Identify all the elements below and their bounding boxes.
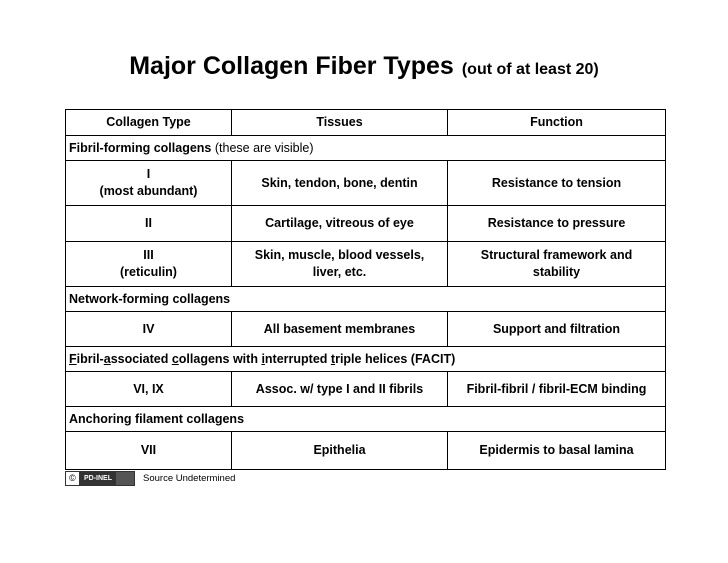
- cell-tissues: All basement membranes: [232, 312, 448, 347]
- cell-type: VI, IX: [66, 372, 232, 407]
- table-row: [66, 206, 666, 242]
- label-text: ssociated: [110, 351, 172, 366]
- header-function: Function: [448, 110, 666, 136]
- type-name: III: [143, 248, 154, 262]
- cell-function: Resistance to tension: [448, 161, 666, 206]
- cell-type: II: [66, 206, 232, 242]
- table-header-row: [66, 110, 666, 136]
- cell-tissues: Assoc. w/ type I and II fibrils: [232, 372, 448, 407]
- table-row: [66, 161, 666, 206]
- section-label-bold: Fibril-forming collagens: [69, 140, 212, 155]
- section-label-note: (these are visible): [214, 140, 314, 155]
- function-line: Structural framework and: [480, 248, 633, 262]
- cell-function: Support and filtration: [448, 312, 666, 347]
- cell-tissues: Cartilage, vitreous of eye: [232, 206, 448, 242]
- header-collagen-type: Collagen Type: [66, 110, 232, 136]
- table-row: [66, 242, 666, 287]
- cc-icon: ©: [66, 472, 80, 485]
- type-name: I: [146, 167, 151, 181]
- label-text: riple helices (FACIT): [335, 351, 456, 366]
- tissues-line: liver, etc.: [312, 265, 367, 279]
- license-badge: [65, 471, 135, 486]
- cell-tissues: Skin, tendon, bone, dentin: [232, 161, 448, 206]
- title-main: Major Collagen Fiber Types: [129, 52, 454, 80]
- acronym-letter: t: [330, 351, 336, 366]
- cell-tissues: Epithelia: [232, 432, 448, 470]
- label-text: ollagens with: [178, 351, 262, 366]
- section-row-anchoring: [66, 407, 666, 432]
- source-footer: [65, 471, 235, 486]
- table-row: [66, 432, 666, 470]
- collagen-table: [65, 109, 666, 470]
- license-label: PD-INEL: [80, 472, 116, 485]
- license-badge-tail: [116, 472, 134, 485]
- type-note: (most abundant): [99, 184, 198, 198]
- cell-type: IV: [66, 312, 232, 347]
- acronym-letter: i: [261, 351, 265, 366]
- acronym-letter: c: [171, 351, 179, 366]
- type-note: (reticulin): [120, 265, 177, 279]
- source-text: Source Undetermined: [143, 473, 236, 484]
- table-row: [66, 372, 666, 407]
- cell-function: [448, 242, 666, 287]
- table-row: [66, 312, 666, 347]
- section-row-network-forming: [66, 287, 666, 312]
- section-label: [66, 136, 666, 161]
- label-text: nterrupted: [264, 351, 331, 366]
- label-text: ibril-: [76, 351, 104, 366]
- cell-function: Epidermis to basal lamina: [448, 432, 666, 470]
- header-tissues: Tissues: [232, 110, 448, 136]
- section-label: Anchoring filament collagens: [66, 407, 666, 432]
- section-row-facit: [66, 347, 666, 372]
- tissues-line: Skin, muscle, blood vessels,: [254, 248, 425, 262]
- acronym-letter: F: [69, 351, 77, 366]
- cell-function: Fibril-fibril / fibril-ECM binding: [448, 372, 666, 407]
- cell-type: [66, 242, 232, 287]
- function-line: stability: [532, 265, 581, 279]
- section-row-fibril-forming: [66, 136, 666, 161]
- page-title: [0, 52, 728, 81]
- cell-type: [66, 161, 232, 206]
- section-label: [66, 347, 666, 372]
- cell-type: VII: [66, 432, 232, 470]
- cell-function: Resistance to pressure: [448, 206, 666, 242]
- cell-tissues: [232, 242, 448, 287]
- section-label: Network-forming collagens: [66, 287, 666, 312]
- acronym-letter: a: [103, 351, 111, 366]
- title-subtitle: (out of at least 20): [461, 61, 599, 78]
